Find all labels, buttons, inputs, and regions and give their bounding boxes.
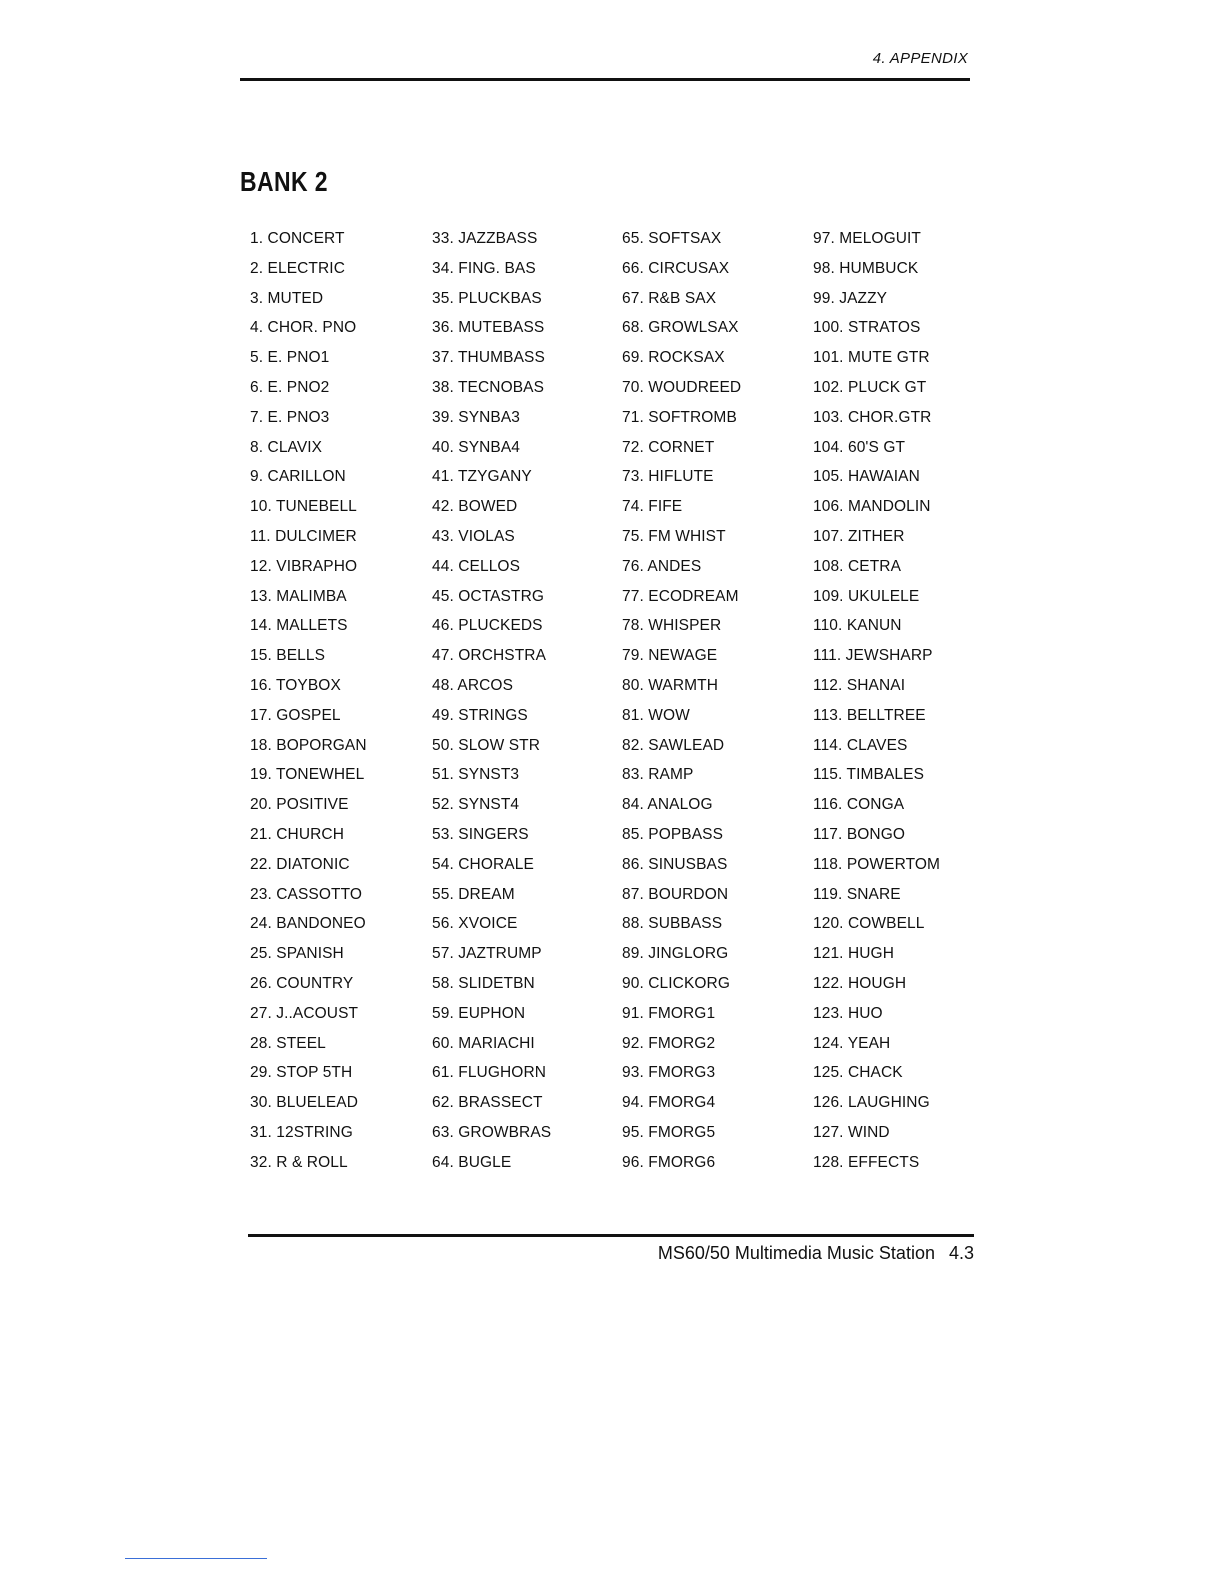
voice-item: 44. CELLOS: [432, 557, 521, 575]
voice-item: 4. CHOR. PNO: [250, 319, 357, 337]
voice-item: 33. JAZZBASS: [432, 230, 538, 247]
voice-item: 82. SAWLEAD: [622, 736, 725, 754]
voice-item: 30. BLUELEAD: [250, 1094, 359, 1112]
voice-item: 46. PLUCKEDS: [432, 617, 543, 635]
voice-item: 105. HAWAIAN: [813, 468, 920, 486]
voice-item: 18. BOPORGAN: [250, 736, 367, 754]
voice-item: 73. HIFLUTE: [622, 468, 714, 486]
voice-item: 78. WHISPER: [622, 617, 722, 635]
voice-item: 43. VIOLAS: [432, 527, 515, 545]
voice-item: 86. SINUSBAS: [622, 855, 728, 873]
voice-item: 113. BELLTREE: [813, 706, 926, 724]
voice-item: 98. HUMBUCK: [813, 259, 919, 277]
voice-item: 72. CORNET: [622, 438, 715, 456]
voice-item: 17. GOSPEL: [250, 706, 341, 724]
voice-item: 60. MARIACHI: [432, 1034, 535, 1052]
voice-item: 35. PLUCKBAS: [432, 289, 542, 307]
voice-item: 122. HOUGH: [813, 974, 907, 992]
voice-item: 84. ANALOG: [622, 796, 713, 814]
voice-item: 75. FM WHIST: [622, 527, 726, 545]
voice-item: 128. EFFECTS: [813, 1153, 920, 1171]
voice-item: 59. EUPHON: [432, 1004, 526, 1022]
voice-item: 96. FMORG6: [622, 1153, 716, 1171]
voice-item: 90. CLICKORG: [622, 974, 731, 992]
voice-item: 101. MUTE GTR: [813, 349, 930, 367]
voice-item: 54. CHORALE: [432, 855, 534, 873]
voice-item: 117. BONGO: [813, 825, 906, 843]
voice-item: 49. STRINGS: [432, 706, 528, 724]
voice-item: 2. ELECTRIC: [250, 259, 345, 277]
section-title: BANK 2: [240, 166, 328, 197]
voice-item: 69. ROCKSAX: [622, 349, 725, 367]
running-header: 4. APPENDIX: [872, 50, 968, 67]
voice-item: 85. POPBASS: [622, 825, 724, 843]
voice-item: 89. JINGLORG: [622, 945, 729, 963]
voice-item: 109. UKULELE: [813, 587, 920, 605]
voice-item: 50. SLOW STR: [432, 736, 541, 754]
voice-item: 125. CHACK: [813, 1064, 903, 1082]
footer-rule: [248, 1234, 974, 1237]
page-number: 4.3: [948, 1243, 974, 1263]
voice-item: 92. FMORG2: [622, 1034, 716, 1052]
voice-item: 27. J..ACOUST: [250, 1004, 359, 1022]
voice-item: 115. TIMBALES: [813, 766, 925, 784]
voice-item: 126. LAUGHING: [813, 1094, 930, 1112]
voice-item: 55. DREAM: [432, 885, 515, 903]
voice-item: 36. MUTEBASS: [432, 319, 545, 337]
voice-item: 68. GROWLSAX: [622, 319, 739, 337]
voice-item: 57. JAZTRUMP: [432, 945, 542, 963]
voice-item: 120. COWBELL: [813, 915, 925, 933]
voice-item: 1. CONCERT: [250, 230, 345, 247]
voice-item: 40. SYNBA4: [432, 438, 521, 456]
voice-item: 5. E. PNO1: [250, 349, 330, 367]
voice-item: 76. ANDES: [622, 557, 702, 575]
voice-item: 31. 12STRING: [250, 1123, 353, 1141]
voice-item: 51. SYNST3: [432, 766, 520, 784]
voice-item: 77. ECODREAM: [622, 587, 739, 605]
voice-item: 6. E. PNO2: [250, 378, 330, 396]
voice-item: 37. THUMBASS: [432, 349, 545, 367]
voice-item: 9. CARILLON: [250, 468, 346, 486]
voice-item: 67. R&B SAX: [622, 289, 717, 307]
voice-item: 110. KANUN: [813, 617, 902, 635]
voice-item: 52. SYNST4: [432, 796, 520, 814]
voice-item: 39. SYNBA3: [432, 408, 521, 426]
footer-product-name: MS60/50 Multimedia Music Station: [657, 1243, 935, 1263]
voice-item: 81. WOW: [622, 706, 690, 724]
voice-item: 111. JEWSHARP: [813, 647, 933, 665]
voice-item: 23. CASSOTTO: [250, 885, 363, 903]
voice-item: 91. FMORG1: [622, 1004, 716, 1022]
voice-item: 103. CHOR.GTR: [813, 408, 932, 426]
voice-list: [250, 224, 970, 1178]
voice-item: 88. SUBBASS: [622, 915, 723, 933]
voice-item: 29. STOP 5TH: [250, 1064, 353, 1082]
voice-item: 56. XVOICE: [432, 915, 518, 933]
voice-item: 102. PLUCK GT: [813, 378, 927, 396]
voice-item: 16. TOYBOX: [250, 676, 341, 694]
voice-item: 83. RAMP: [622, 766, 694, 784]
voice-item: 20. POSITIVE: [250, 796, 349, 814]
voice-item: 14. MALLETS: [250, 617, 348, 635]
voice-item: 10. TUNEBELL: [250, 498, 357, 516]
voice-item: 64. BUGLE: [432, 1153, 512, 1171]
voice-item: 121. HUGH: [813, 945, 895, 963]
voice-item: 63. GROWBRAS: [432, 1123, 552, 1141]
voice-item: 93. FMORG3: [622, 1064, 716, 1082]
voice-item: 15. BELLS: [250, 647, 326, 665]
voice-item: 114. CLAVES: [813, 736, 908, 754]
voice-item: 41. TZYGANY: [432, 468, 532, 486]
voice-item: 53. SINGERS: [432, 825, 529, 843]
voice-item: 104. 60'S GT: [813, 438, 906, 456]
voice-item: 100. STRATOS: [813, 319, 921, 337]
voice-item: 65. SOFTSAX: [622, 230, 722, 247]
voice-item: 119. SNARE: [813, 885, 901, 903]
voice-item: 80. WARMTH: [622, 676, 719, 694]
voice-item: 70. WOUDREED: [622, 378, 742, 396]
voice-item: 116. CONGA: [813, 796, 905, 814]
voice-item: 74. FIFE: [622, 498, 683, 516]
voice-item: 106. MANDOLIN: [813, 498, 931, 516]
voice-item: 13. MALIMBA: [250, 587, 347, 605]
voice-item: 62. BRASSECT: [432, 1094, 543, 1112]
voice-item: 123. HUO: [813, 1004, 883, 1022]
header-rule: [240, 78, 970, 81]
voice-item: 21. CHURCH: [250, 825, 345, 843]
voice-item: 94. FMORG4: [622, 1094, 716, 1112]
voice-item: 8. CLAVIX: [250, 438, 323, 456]
voice-item: 79. NEWAGE: [622, 647, 718, 665]
voice-item: 47. ORCHSTRA: [432, 647, 547, 665]
voice-item: 58. SLIDETBN: [432, 974, 535, 992]
voice-item: 108. CETRA: [813, 557, 902, 575]
voice-item: 127. WIND: [813, 1123, 890, 1141]
voice-item: 112. SHANAI: [813, 676, 906, 694]
voice-item: 3. MUTED: [250, 289, 324, 307]
voice-item: 28. STEEL: [250, 1034, 326, 1052]
voice-item: 42. BOWED: [432, 498, 518, 516]
scan-artifact-line: [125, 1558, 267, 1559]
voice-item: 95. FMORG5: [622, 1123, 716, 1141]
voice-item: 32. R & ROLL: [250, 1153, 348, 1171]
voice-item: 66. CIRCUSAX: [622, 259, 730, 277]
voice-item: 48. ARCOS: [432, 676, 514, 694]
voice-item: 107. ZITHER: [813, 527, 905, 545]
footer: [658, 1243, 974, 1264]
voice-item: 45. OCTASTRG: [432, 587, 545, 605]
voice-item: 25. SPANISH: [250, 945, 344, 963]
voice-item: 61. FLUGHORN: [432, 1064, 547, 1082]
voice-item: 71. SOFTROMB: [622, 408, 737, 426]
voice-item: 118. POWERTOM: [813, 855, 941, 873]
voice-item: 24. BANDONEO: [250, 915, 366, 933]
voice-item: 124. YEAH: [813, 1034, 891, 1052]
voice-item: 12. VIBRAPHO: [250, 557, 358, 575]
voice-item: 11. DULCIMER: [250, 527, 357, 545]
voice-item: 97. MELOGUIT: [813, 230, 922, 247]
voice-item: 87. BOURDON: [622, 885, 729, 903]
voice-item: 38. TECNOBAS: [432, 378, 545, 396]
voice-item: 19. TONEWHEL: [250, 766, 365, 784]
voice-item: 26. COUNTRY: [250, 974, 354, 992]
voice-item: 22. DIATONIC: [250, 855, 350, 873]
voice-item: 34. FING. BAS: [432, 259, 536, 277]
voice-item: 99. JAZZY: [813, 289, 888, 307]
voice-item: 7. E. PNO3: [250, 408, 330, 426]
